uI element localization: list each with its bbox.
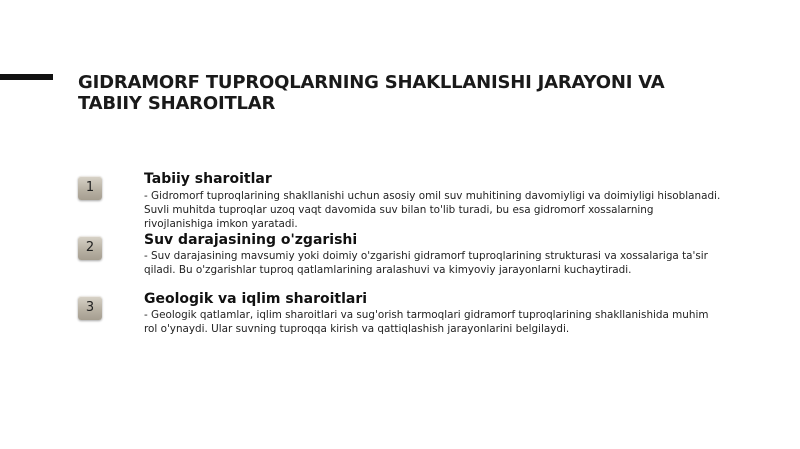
title-accent-bar bbox=[0, 74, 53, 80]
item-description: - Geologik qatlamlar, iqlim sharoitlari va sug'orish tarmoqlari gidramorf tuproqlarining shakllanishida muhim rol o'ynaydi. Ular suvning tuproqqa kirish va qattiqlashish jarayonlarini belgilaydi. bbox=[144, 309, 709, 335]
item-description: - Suv darajasining mavsumiy yoki doimiy o'zgarishi gidramorf tuproqlarining strukturasi va xossalariga ta'sir qiladi. Bu o'zgarishlar tuproq qatlamlarining aralashuvi va kimyoviy jarayonlarni kuchaytiradi. bbox=[144, 250, 708, 276]
item-title: Tabiiy sharoitlar bbox=[144, 171, 272, 187]
item-title: Geologik va iqlim sharoitlari bbox=[144, 291, 368, 307]
step-number-badge: 3 bbox=[78, 296, 102, 320]
item-description: - Gidromorf tuproqlarining shakllanishi uchun asosiy omil suv muhitining davomiyligi va doimiyligi hisoblanadi. Suvli muhitda tuproqlar uzoq vaqt davomida suv bilan to'lib turadi, bu esa gidromorf xossalarning rivojlanishiga imkon yaratadi. bbox=[144, 190, 721, 230]
step-number-badge: 2 bbox=[78, 236, 102, 260]
slide-title: GIDRAMORF TUPROQLARNING SHAKLLANISHI JARAYONI VA TABIIY SHAROITLAR bbox=[78, 72, 665, 114]
item-title: Suv darajasining o'zgarishi bbox=[144, 232, 358, 248]
step-number-badge: 1 bbox=[78, 176, 102, 200]
